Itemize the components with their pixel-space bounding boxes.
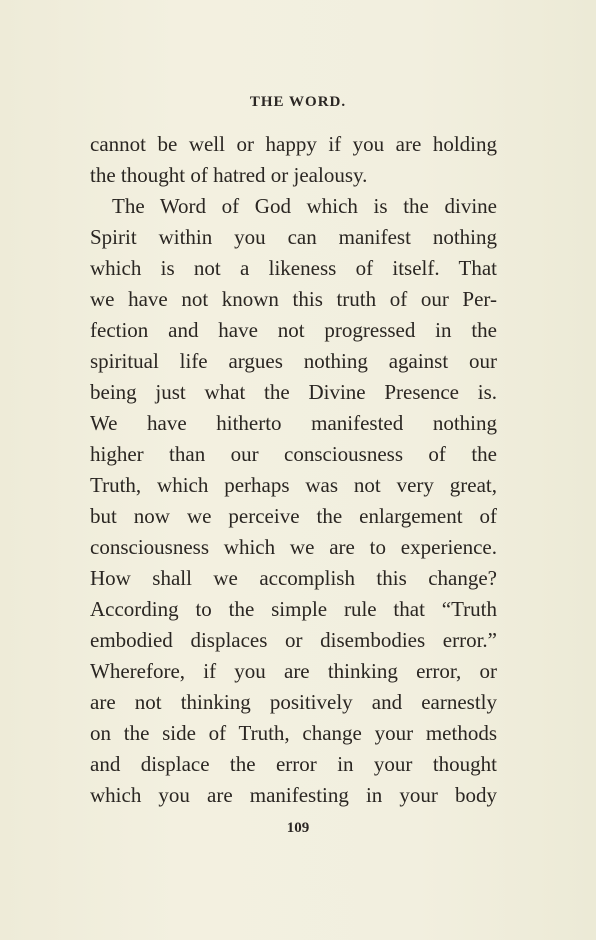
page-number: 109 <box>286 820 310 836</box>
text-line-11: higher than our consciousness of the <box>90 442 497 466</box>
text-line-13: but now we perceive the enlargement of <box>90 504 497 528</box>
text-line-21: and displace the error in your thought <box>90 752 497 776</box>
text-line-9: being just what the Divine Presence is. <box>90 380 497 404</box>
text-line-18: Wherefore, if you are thinking error, or <box>90 659 497 683</box>
text-line-20: on the side of Truth, change your methods <box>90 721 497 745</box>
text-line-16: According to the simple rule that “Truth <box>90 597 497 621</box>
text-line-7: fection and have not progressed in the <box>90 318 497 342</box>
text-line-3: The Word of God which is the divine <box>112 194 497 218</box>
text-line-2: the thought of hatred or jealousy. <box>90 163 368 187</box>
text-line-15: How shall we accomplish this change? <box>90 566 497 590</box>
text-line-17: embodied displaces or disembodies error.” <box>90 628 497 652</box>
text-line-8: spiritual life argues nothing against our <box>90 349 497 373</box>
text-line-12: Truth, which perhaps was not very great, <box>90 473 497 497</box>
running-header: THE WORD. <box>249 94 347 110</box>
text-line-19: are not thinking positively and earnestly <box>90 690 497 714</box>
body-text <box>90 129 497 811</box>
text-line-10: We have hitherto manifested nothing <box>90 411 497 435</box>
text-line-5: which is not a likeness of itself. That <box>90 256 497 280</box>
text-line-6: we have not known this truth of our Per- <box>90 287 497 311</box>
text-line-22: which you are manifesting in your body <box>90 783 497 807</box>
page-edge <box>596 0 600 949</box>
text-line-14: consciousness which we are to experience. <box>90 535 497 559</box>
text-line-4: Spirit within you can manifest nothing <box>90 225 497 249</box>
text-line-1: cannot be well or happy if you are holding <box>90 132 497 156</box>
